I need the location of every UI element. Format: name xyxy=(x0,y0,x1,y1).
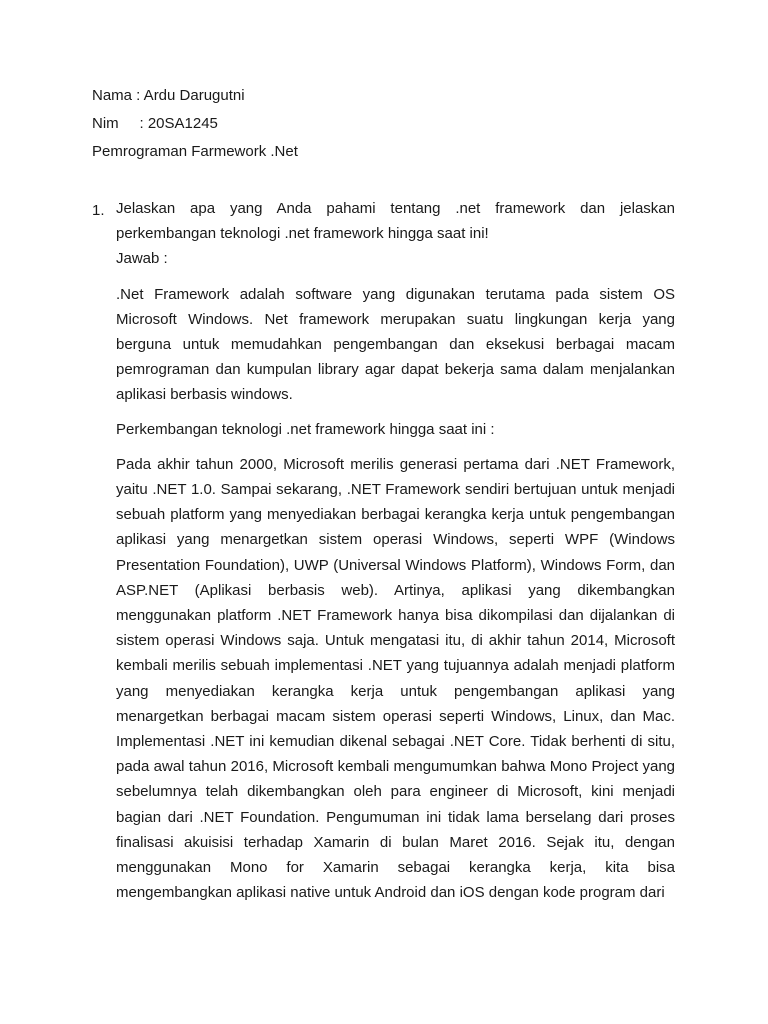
answer-definition-paragraph: .Net Framework adalah software yang digunakan terutama pada sistem OS Microsoft Windows. Net framework merupakan suatu lingkungan kerja yang berguna untuk memudahkan pengembangan dan eksekusi berbagai macam pemrograman dan kumpulan library agar dapat bekerja sama dalam menjalankan aplikasi berbasis windows. xyxy=(116,285,675,404)
course-title-line: Pemrograman Farmework .Net xyxy=(92,143,298,160)
student-nim-line: Nim : 20SA1245 xyxy=(92,115,218,132)
answer-label: Jawab : xyxy=(116,250,168,268)
question-text: Jelaskan apa yang Anda pahami tentang .net framework dan jelaskan perkembangan teknologi .net framework hingga saat ini! xyxy=(116,200,675,243)
question-answer-block xyxy=(116,196,675,905)
answer-history-paragraph: Pada akhir tahun 2000, Microsoft merilis generasi pertama dari .NET Framework, yaitu .NET 1.0. Sampai sekarang, .NET Framework sendiri bertujuan untuk menjadi sebuah platform yang menyediakan berbagai kerangka kerja untuk pengembangan aplikasi yang menargetkan sistem operasi Windows, seperti WPF (Windows Presentation Foundation), UWP (Universal Windows Platform), Windows Form, dan ASP.NET (Aplikasi berbasis web). Artinya, aplikasi yang dikembangkan menggunakan platform .NET Framework hanya bisa dikompilasi dan dijalankan di sistem operasi Windows saja. Untuk mengatasi itu, di akhir tahun 2014, Microsoft kembali merilis sebuah implementasi .NET yang tujuannya adalah menjadi platform yang menyediakan kerangka kerja untuk pengembangan aplikasi yang menargetkan berbagai macam sistem operasi seperti Windows, Linux, dan Mac. Implementasi .NET ini kemudian dikenal sebagai .NET Core. Tidak berhenti di situ, pada awal tahun 2016, Microsoft kembali mengumumkan bahwa Mono Project yang sebelumnya telah dikembangkan oleh para engineer di Microsoft, kini menjadi bagian dari .NET Foundation. Pengumuman ini tidak lama berselang dari proses finalisasi akuisisi terhadap Xamarin di bulan Maret 2016. Sejak itu, dengan menggunakan Mono for Xamarin sebagai kerangka kerja, kita bisa mengembangkan aplikasi native untuk Android dan iOS dengan kode program dari xyxy=(116,455,675,902)
question-number: 1. xyxy=(92,202,105,219)
student-name-line: Nama : Ardu Darugutni xyxy=(92,87,245,104)
answer-subheading: Perkembangan teknologi .net framework hingga saat ini : xyxy=(116,420,495,438)
